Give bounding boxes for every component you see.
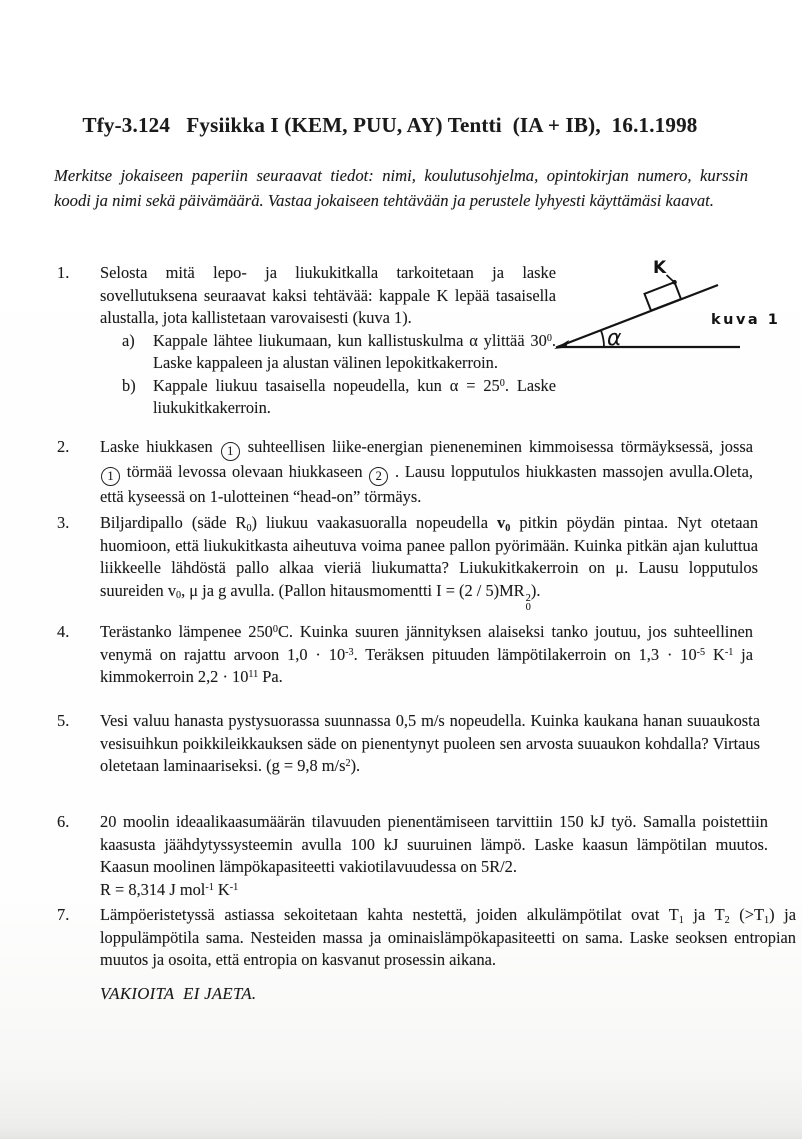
problem-text — [100, 811, 768, 901]
page-title: Tfy-3.124 Fysiikka I (KEM, PUU, AY) Tentti (IA + IB), 16.1.1998 — [82, 113, 698, 137]
problem-number: 1. — [57, 263, 70, 282]
problem-1-item-b — [100, 375, 556, 420]
angle-arc — [601, 330, 604, 347]
problem-text — [100, 262, 556, 420]
problem-number: 5. — [57, 711, 70, 730]
footer-note: VAKIOITA EI JAETA. — [100, 984, 257, 1003]
problem-number: 7. — [57, 905, 70, 924]
problem-number: 4. — [57, 622, 70, 641]
problem-6-constant: R = 8,314 J mol$^{-1}$ $K^{-1}$ — [100, 879, 239, 899]
problem-6-body: 20 moolin ideaalikaasumäärän tilavuuden pienentämiseen tarvittiin 150 kJ työ. Samalla poistettiin kaasusta jäähdytyssysteemin avulla 100 kJ suuruinen lämpö. Laske kaasun lämpötilan muutos. Kaasun moolinen lämpökapasiteetti vakiotilavuudessa on 5R/2. — [100, 812, 768, 876]
problem-1-body: Selosta mitä lepo- ja liukukitkalla tarkoitetaan ja laske sovellutuksena seuraavat kaksi tehtävää: kappale K lepää tasaisella alustalla, jota kallistetaan varovaisesti (kuva 1). — [100, 263, 556, 327]
problem-number: 6. — [57, 812, 70, 831]
figure-kuva-1 — [543, 250, 801, 370]
block-k — [645, 282, 682, 310]
item-label: a) — [122, 330, 135, 350]
problem-text: Biljardipallo (säde $R_0$) liukuu vaakasuoralla nopeudella $v_0$ pitkin pöydän pintaa. Nyt otetaan huomioon, että liukukitkasta aiheutuva voima panee pallon pyörimään. Kuinka pitkän ajan kuluttua liikkeelle lähdöstä pallo alkaa vieriä liukumatta? Liukukitkakerroin on μ. Lausu lopputulos suureiden $v_0$, μ ja g avulla. (Pallon hitausmomentti I = (2 / 5)MR 2 0 ). — [100, 513, 759, 613]
figure-caption: kuva 1 — [711, 312, 781, 328]
problem-text: Terästanko lämpenee $250^0C$. Kuinka suuren jännityksen alaiseksi tanko joutuu, jos suhteellinen venymä on rajattu arvoon $1,0 \cdot 10^{-3}$. Teräksen pituuden lämpötilakerroin on $1,3 \cdot 10^{-5}$ $K^{-1}$ ja kimmokerroin $2,2 \cdot 10^{11}$ Pa. — [100, 622, 754, 686]
problem-text: Laske hiukkasen 1 suhteellisen liike-energian pieneneminen kimmoisessa törmäyksessä, jossa 1 törmää levossa olevaan hiukkaseen 2 . Lausu lopputulos hiukkasten massojen avulla.Oleta, että kyseessä on 1-ulotteinen “head-on” törmäys. — [100, 437, 753, 506]
problem-text: Lämpöeristetyssä astiassa sekoitetaan kahta nestettä, joiden alkulämpötilat ovat $T_1$ ja $T_2$ $(>T_1)$ ja loppulämpötila sama. Nesteiden massa ja ominaislämpökapasiteetti on sama. Laske seoksen entropian muutos ja osoita, että entropia on kasvanut prosessin aikana. — [100, 905, 797, 969]
incline-figure — [543, 250, 801, 370]
problem-text: Vesi valuu hanasta pystysuorassa suunnassa 0,5 m/s nopeudella. Kuinka kaukana hanan suuaukosta vesisuihkun poikkileikkauksen säde on pienentynyt puoleen sen arvosta suuaukon kohdalla? Virtaus oletetaan laminaariseksi. (g = 9,8 $m/s^2$). — [100, 711, 760, 775]
item-text: Kappale liukuu tasaisella nopeudella, kun $\alpha = 25^0$. Laske liukukitkakerroin. — [153, 375, 556, 417]
block-k-label: K — [653, 258, 667, 278]
problem-1-item-a — [100, 330, 556, 375]
alpha-label: α — [607, 326, 622, 351]
item-label: b) — [122, 375, 136, 395]
problem-number: 3. — [57, 513, 70, 532]
k-pointer-line — [667, 275, 674, 282]
item-text: Kappale lähtee liukumaan, kun kallistuskulma α ylittää $30^0$. Laske kappaleen ja alustan välinen lepokitkakerroin. — [153, 330, 556, 372]
problem-number: 2. — [57, 437, 70, 456]
incline-line — [556, 285, 718, 348]
exam-instructions: Merkitse jokaiseen paperiin seuraavat tiedot: nimi, koulutusohjelma, opintokirjan numero, kurssin koodi ja nimi sekä päivämäärä. Vastaa jokaiseen tehtävään ja perustele lyhyesti käyttämäsi kaavat. — [54, 166, 748, 210]
